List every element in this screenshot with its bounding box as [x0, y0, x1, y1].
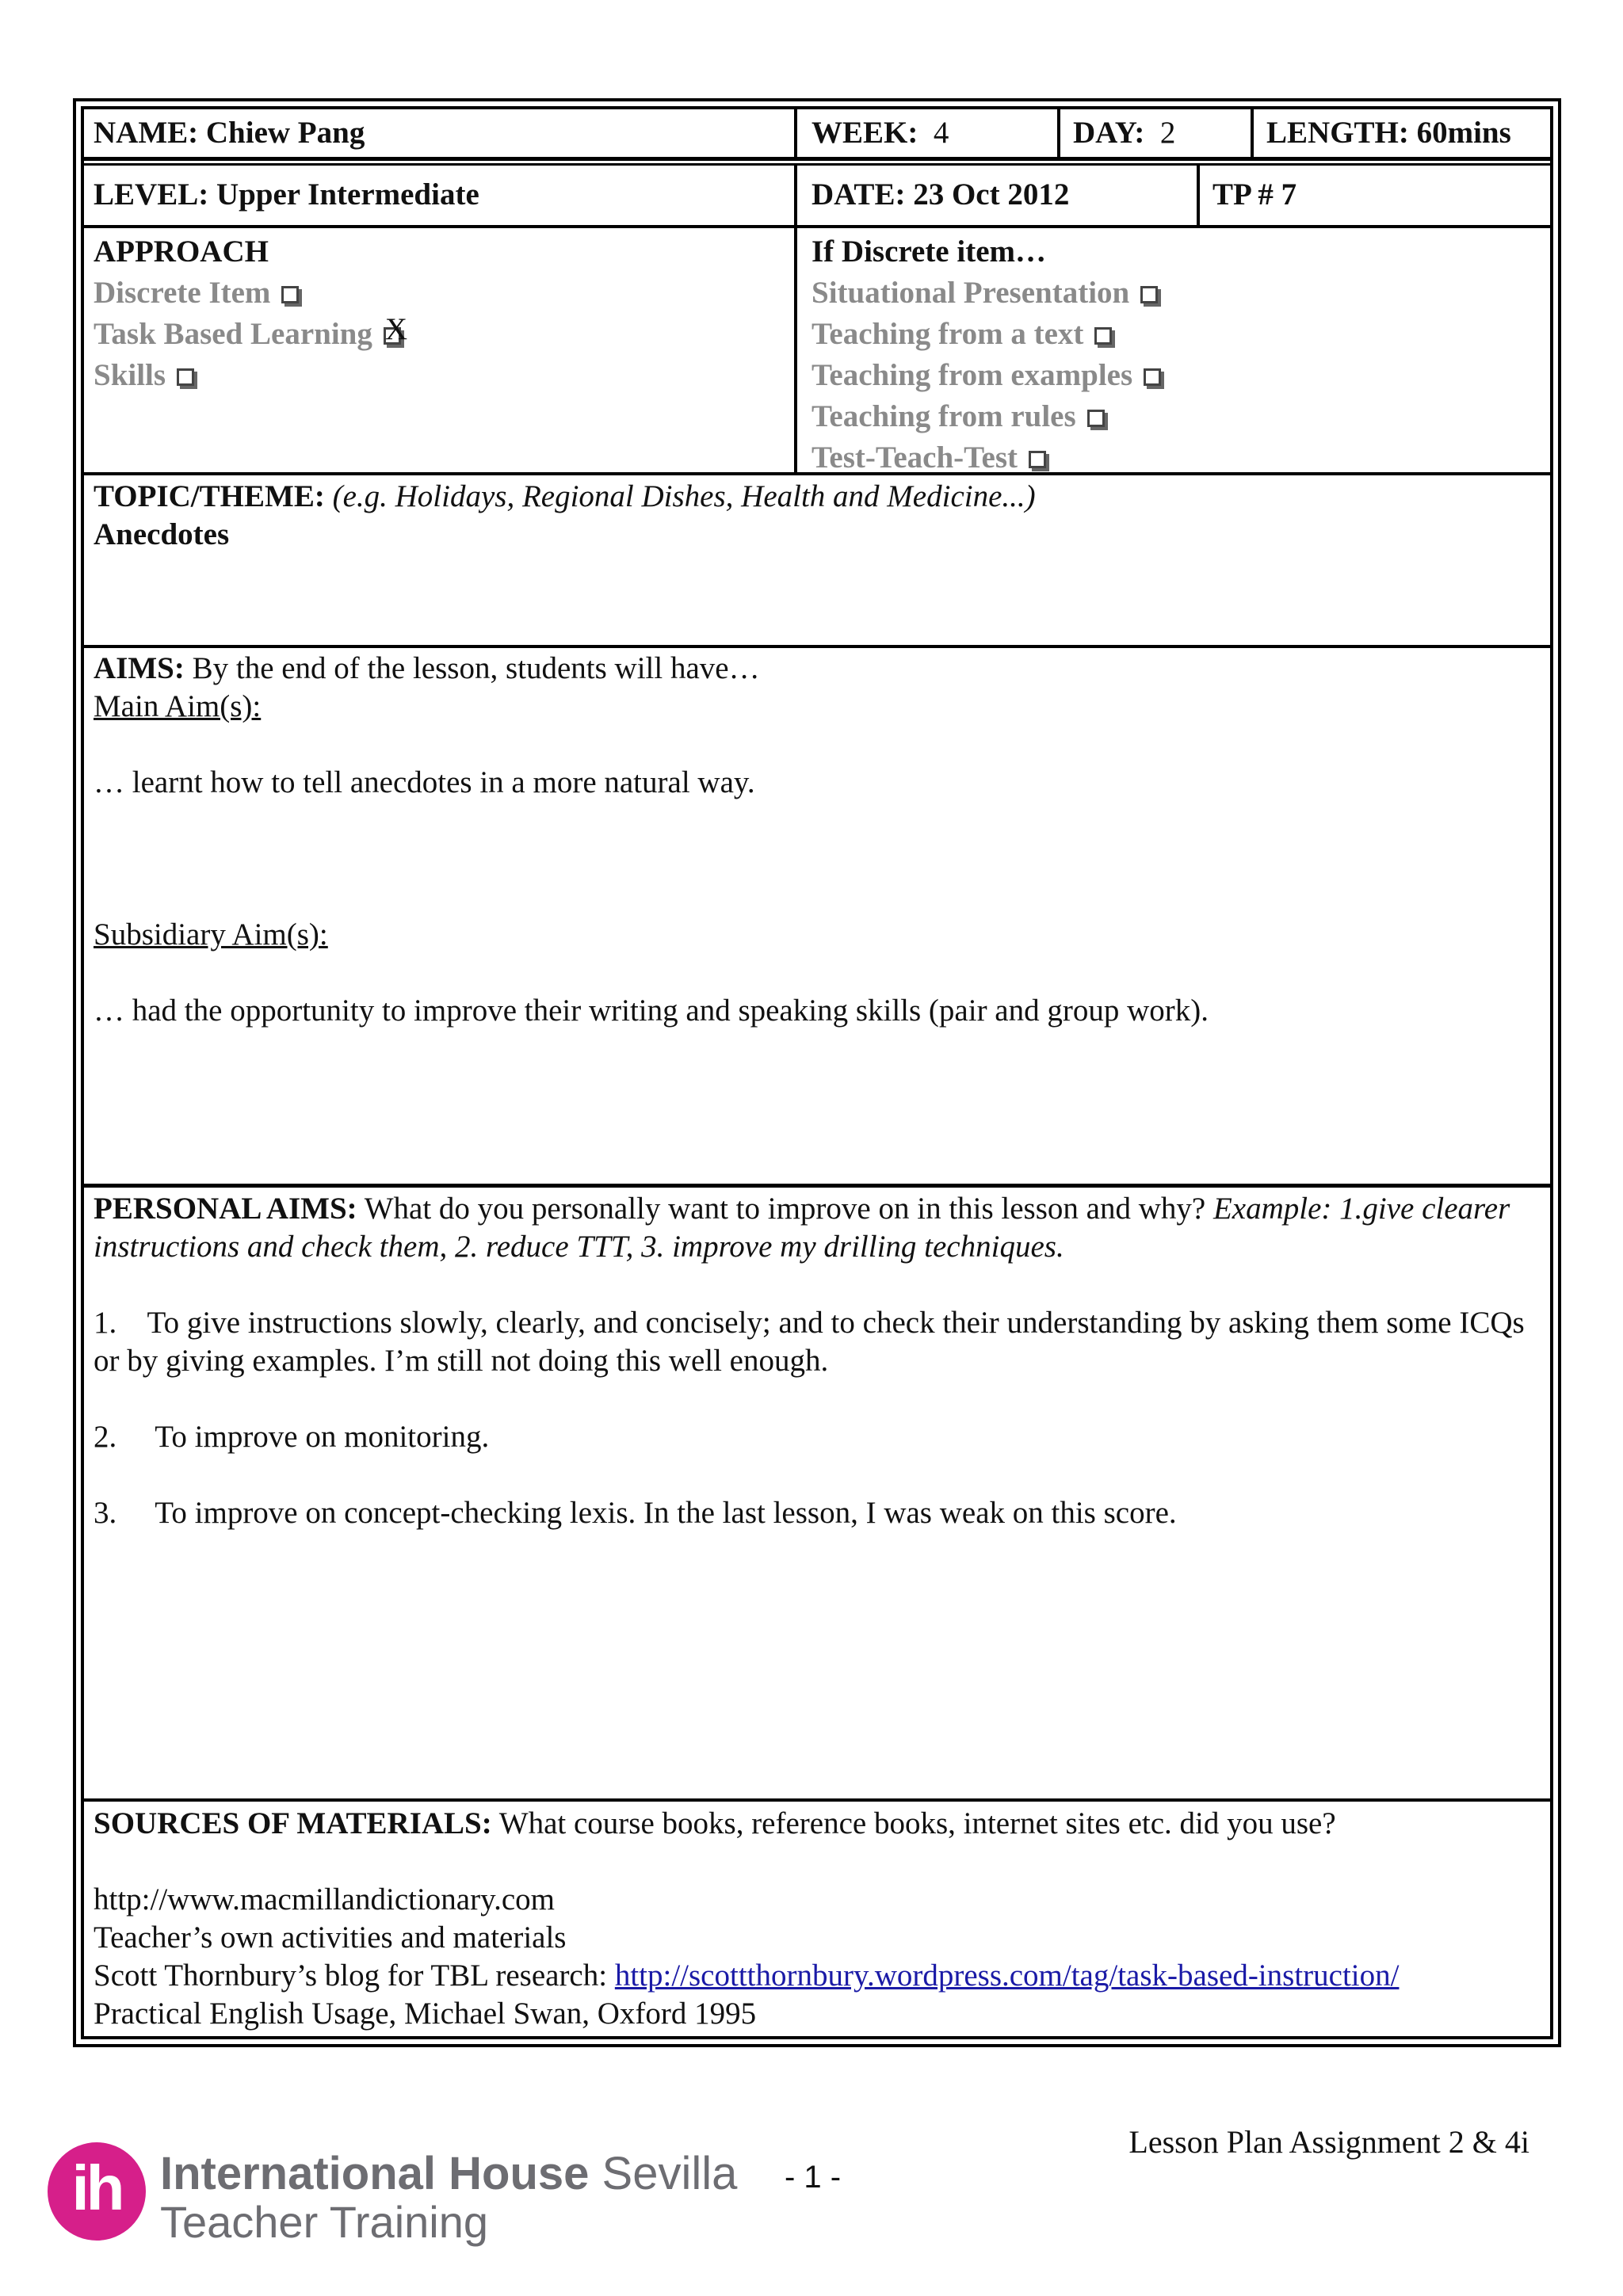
- discrete-option[interactable]: Teaching from rules: [812, 396, 1541, 437]
- topic-section: TOPIC/THEME: (e.g. Holidays, Regional Dishes, Health and Medicine...) Anecdotes: [94, 478, 1536, 554]
- approach-option-tbl[interactable]: Task Based Learning X: [94, 312, 408, 351]
- aims-section: AIMS: By the end of the lesson, students will have… Main Aim(s): … learnt how to tell anecdotes in a more natural way. Subsidiary Aim(s): … had the opportunity to improve their writing and speaking skills (pair and group work).: [94, 650, 1536, 1030]
- logo-line2: Teacher Training: [160, 2197, 489, 2247]
- source-item: Teacher’s own activities and materials: [94, 1920, 567, 1955]
- approach-heading: APPROACH: [94, 235, 269, 269]
- row-divider: [81, 1184, 1553, 1188]
- discrete-option[interactable]: Teaching from a text: [812, 314, 1541, 355]
- personal-aims-section: PERSONAL AIMS: What do you personally want to improve on in this lesson and why? Example: 1.give clearer instructions and check them, 2. reduce TTT, 3. improve my drilling techniques. 1. To give instructions slowly, clearly, and concisely; and to check their understanding by asking them some ICQs or by giving examples. I’m still not doing this well enough. 2. To improve on monitoring. 3. To improve on concept-checking lexis. In the last lesson, I was weak on this score.: [94, 1190, 1537, 1532]
- row-divider: [81, 163, 1553, 166]
- page-number: - 1 -: [785, 2160, 842, 2195]
- main-aim-heading: Main Aim(s):: [94, 689, 262, 723]
- discrete-heading: If Discrete item…: [812, 235, 1046, 269]
- row-divider: [81, 645, 1553, 648]
- approach-option-skills[interactable]: Skills: [94, 355, 791, 396]
- checkbox-icon[interactable]: [1094, 327, 1112, 345]
- row-divider: [81, 225, 1553, 228]
- personal-aim-item: 2. To improve on monitoring.: [94, 1420, 490, 1454]
- ih-logo: [48, 2134, 738, 2261]
- date-field: DATE: 23 Oct 2012: [812, 177, 1070, 212]
- checkbox-icon[interactable]: [281, 286, 299, 303]
- discrete-option[interactable]: Test-Teach-Test: [812, 437, 1541, 479]
- col-divider: [1251, 106, 1254, 157]
- level-field: LEVEL: Upper Intermediate: [94, 177, 479, 212]
- approach-section: [94, 231, 791, 396]
- discrete-option[interactable]: Situational Presentation: [812, 273, 1541, 314]
- checkbox-icon[interactable]: [1087, 410, 1105, 427]
- check-mark: X: [384, 312, 408, 346]
- logo-line1: International House Sevilla: [160, 2148, 738, 2199]
- footer-plan-label: Lesson Plan Assignment 2 & 4i: [1128, 2124, 1529, 2160]
- tp-field: TP # 7: [1212, 177, 1297, 212]
- checkbox-icon[interactable]: [1029, 451, 1046, 468]
- day-field: DAY: 2: [1073, 116, 1176, 150]
- ih-logo-mark: ih: [48, 2142, 146, 2241]
- checkbox-icon[interactable]: [1140, 286, 1158, 303]
- topic-value: Anecdotes: [94, 517, 230, 551]
- source-item: Scott Thornbury’s blog for TBL research: http://scottthornbury.wordpress.com/tag/task-based-instruction/: [94, 1958, 1400, 1993]
- subsidiary-aim-heading: Subsidiary Aim(s):: [94, 917, 328, 952]
- row-divider: [81, 157, 1553, 161]
- name-field: NAME: Chiew Pang: [94, 116, 365, 150]
- checkbox-icon[interactable]: [177, 368, 194, 386]
- sources-section: SOURCES OF MATERIALS: What course books, reference books, internet sites etc. did you use? http://www.macmillandictionary.com Teacher’s own activities and materials Scott Thornbury’s blog for TBL research: http://scottthornbury.wordpress.com/tag/task-based-instruction/ Practical English Usage, Michael Swan, Oxford 1995: [94, 1805, 1536, 2033]
- col-divider: [794, 106, 797, 157]
- discrete-option[interactable]: Teaching from examples: [812, 355, 1541, 396]
- row-divider: [81, 1798, 1553, 1802]
- checkbox-icon[interactable]: [1144, 368, 1161, 386]
- subsidiary-aim-text: … had the opportunity to improve their writing and speaking skills (pair and group work).: [94, 994, 1209, 1028]
- discrete-section: [812, 231, 1541, 479]
- week-field: WEEK: 4: [812, 116, 949, 150]
- personal-aim-item: 3. To improve on concept-checking lexis. In the last lesson, I was weak on this score.: [94, 1496, 1177, 1530]
- col-divider: [794, 163, 797, 474]
- col-divider: [1197, 163, 1200, 227]
- source-item: http://www.macmillandictionary.com: [94, 1882, 555, 1917]
- source-item: Practical English Usage, Michael Swan, Oxford 1995: [94, 1997, 757, 2031]
- main-aim-text: … learnt how to tell anecdotes in a more natural way.: [94, 765, 755, 799]
- personal-aim-item: 1. To give instructions slowly, clearly, and concisely; and to check their understanding by asking them some ICQs or by giving examples. I’m still not doing this well enough.: [94, 1306, 1525, 1378]
- length-field: LENGTH: 60mins: [1266, 116, 1511, 150]
- col-divider: [1057, 106, 1060, 157]
- approach-option-discrete[interactable]: Discrete Item: [94, 273, 791, 314]
- source-link[interactable]: http://scottthornbury.wordpress.com/tag/task-based-instruction/: [614, 1958, 1400, 1993]
